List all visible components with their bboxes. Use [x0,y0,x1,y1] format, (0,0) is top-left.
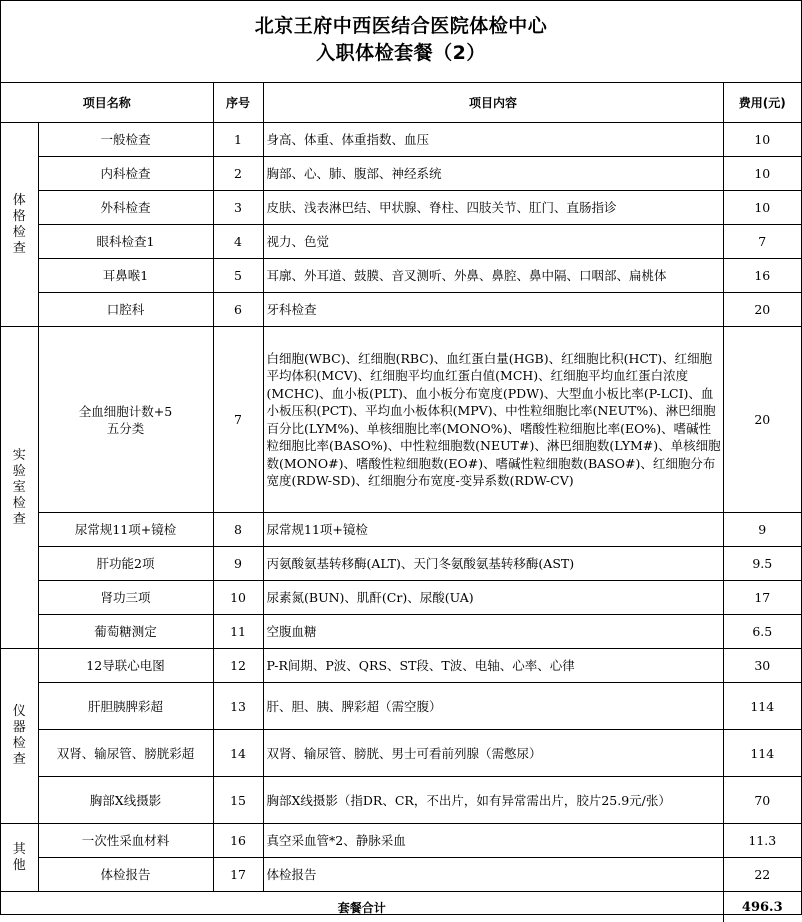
item-name: 眼科检查1 [38,225,213,259]
header-fee: 费用(元) [723,83,801,123]
item-content: 身高、体重、体重指数、血压 [263,123,723,157]
table-row [1,777,801,824]
item-fee: 70 [723,777,801,824]
item-content: 尿素氮(BUN)、肌酐(Cr)、尿酸(UA) [263,581,723,615]
item-content: 皮肤、浅表淋巴结、甲状腺、脊柱、四肢关节、肛门、直肠指诊 [263,191,723,225]
item-seq: 9 [213,547,263,581]
item-seq: 10 [213,581,263,615]
package-title: 入职体检套餐（2） [1,40,801,67]
item-name: 肾功三项 [38,581,213,615]
table-row [1,293,801,327]
total-value: 496.3 [723,892,801,922]
total-label: 套餐合计 [1,892,723,922]
item-name: 一次性采血材料 [38,824,213,858]
table-row [1,327,801,513]
table-row [1,649,801,683]
item-content: 胸部X线摄影（指DR、CR，不出片，如有异常需出片，胶片25.9元/张） [263,777,723,824]
category-lab: 实验室检查 [1,327,38,649]
package-table [1,83,801,922]
table-row [1,730,801,777]
item-seq: 16 [213,824,263,858]
item-fee: 30 [723,649,801,683]
category-physical: 体格检查 [1,123,38,327]
total-row [1,892,801,922]
item-content: 丙氨酸氨基转移酶(ALT)、天门冬氨酸氨基转移酶(AST) [263,547,723,581]
item-fee: 9 [723,513,801,547]
item-name: 体检报告 [38,858,213,892]
item-content: 尿常规11项+镜检 [263,513,723,547]
item-seq: 11 [213,615,263,649]
item-fee: 17 [723,581,801,615]
item-fee: 11.3 [723,824,801,858]
item-name: 胸部X线摄影 [38,777,213,824]
item-seq: 15 [213,777,263,824]
item-name: 尿常规11项+镜检 [38,513,213,547]
header-content: 项目内容 [263,83,723,123]
category-instrument: 仪器检查 [1,649,38,824]
table-row [1,547,801,581]
hospital-title: 北京王府中西医结合医院体检中心 [1,13,801,40]
item-fee: 20 [723,293,801,327]
item-seq: 4 [213,225,263,259]
item-name: 肝胆胰脾彩超 [38,683,213,730]
item-name: 耳鼻喉1 [38,259,213,293]
item-seq: 2 [213,157,263,191]
category-other: 其他 [1,824,38,892]
table-row [1,824,801,858]
item-fee: 16 [723,259,801,293]
item-fee: 22 [723,858,801,892]
item-content: 胸部、心、肺、腹部、神经系统 [263,157,723,191]
table-row [1,581,801,615]
item-seq: 5 [213,259,263,293]
item-content: 视力、色觉 [263,225,723,259]
item-name: 肝功能2项 [38,547,213,581]
item-content: 白细胞(WBC)、红细胞(RBC)、血红蛋白量(HGB)、红细胞比积(HCT)、红细胞平均体积(MCV)、红细胞平均血红蛋白值(MCH)、红细胞平均血红蛋白浓度(MCHC)、血小板(PLT)、血小板分布宽度(PDW)、大型血小板比率(P-LCI)、血小板压积(PCT)、平均血小板体积(MPV)、中性粒细胞比率(NEUT%)、淋巴细胞百分比(LYM%)、单核细胞比率(MONO%)、嗜酸性粒细胞比率(EO%)、嗜碱性粒细胞比率(BASO%)、中性粒细胞数(NEUT#)、淋巴细胞数(LYM#)、单核细胞数(MONO#)、嗜酸性粒细胞数(EO#)、嗜碱性粒细胞数(BASO#)、红细胞分布宽度(RDW-SD)、红细胞分布宽度-变异系数(RDW-CV) [263,327,723,513]
table-row [1,259,801,293]
table-row [1,513,801,547]
table-row [1,225,801,259]
item-content: 牙科检查 [263,293,723,327]
header-row [1,83,801,123]
item-seq: 1 [213,123,263,157]
item-fee: 114 [723,683,801,730]
item-name-line2: 五分类 [107,421,145,436]
item-seq: 13 [213,683,263,730]
item-content: 肝、胆、胰、脾彩超（需空腹） [263,683,723,730]
item-seq: 17 [213,858,263,892]
item-name [38,327,213,513]
item-name-line1: 全血细胞计数+5 [79,404,172,419]
item-fee: 114 [723,730,801,777]
item-fee: 6.5 [723,615,801,649]
item-content: P-R间期、P波、QRS、ST段、T波、电轴、心率、心律 [263,649,723,683]
title-block [1,1,801,83]
item-seq: 14 [213,730,263,777]
table-row [1,683,801,730]
item-fee: 10 [723,157,801,191]
item-seq: 8 [213,513,263,547]
header-name: 项目名称 [1,83,213,123]
item-content: 耳廓、外耳道、鼓膜、音叉测听、外鼻、鼻腔、鼻中隔、口咽部、扁桃体 [263,259,723,293]
item-name: 内科检查 [38,157,213,191]
item-name: 一般检查 [38,123,213,157]
item-fee: 7 [723,225,801,259]
table-row [1,858,801,892]
item-fee: 20 [723,327,801,513]
item-fee: 10 [723,123,801,157]
table-row [1,123,801,157]
table-row [1,191,801,225]
item-name: 外科检查 [38,191,213,225]
item-content: 双肾、输尿管、膀胱、男士可看前列腺（需憋尿） [263,730,723,777]
item-content: 真空采血管*2、静脉采血 [263,824,723,858]
item-fee: 9.5 [723,547,801,581]
item-name: 口腔科 [38,293,213,327]
item-seq: 6 [213,293,263,327]
item-name: 葡萄糖测定 [38,615,213,649]
item-content: 空腹血糖 [263,615,723,649]
table-row [1,615,801,649]
item-name: 12导联心电图 [38,649,213,683]
item-name: 双肾、输尿管、膀胱彩超 [38,730,213,777]
item-seq: 3 [213,191,263,225]
item-content: 体检报告 [263,858,723,892]
item-seq: 7 [213,327,263,513]
item-fee: 10 [723,191,801,225]
item-seq: 12 [213,649,263,683]
header-seq: 序号 [213,83,263,123]
table-row [1,157,801,191]
